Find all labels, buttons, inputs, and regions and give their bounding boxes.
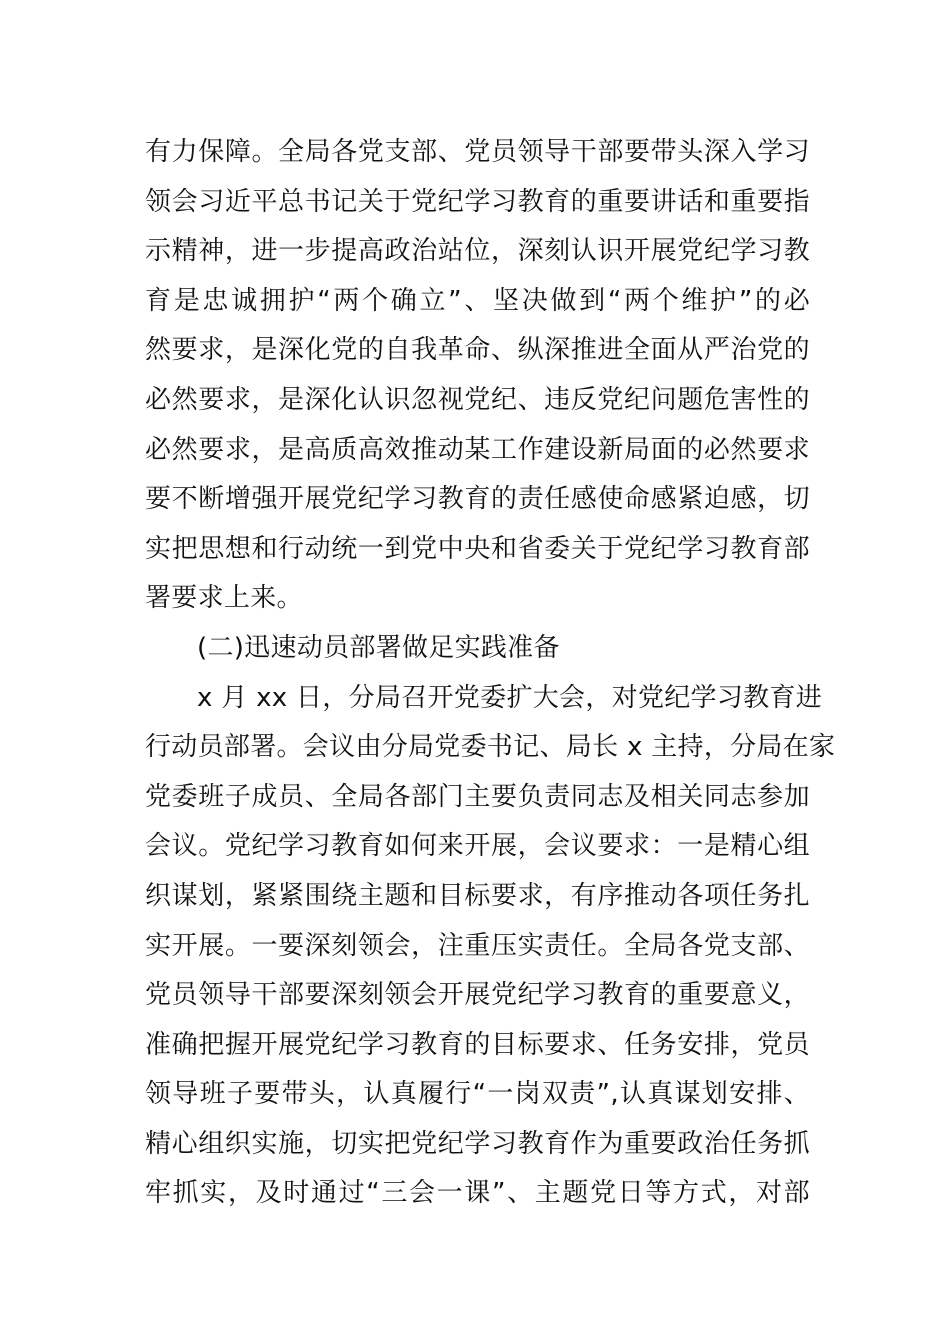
text-line: 行动员部署。会议由分局党委书记、局长 x 主持，分局在家 [145,732,836,763]
text-line: 牢抓实，及时通过“三会一课”、主题党日等方式，对部 [145,1178,810,1209]
text-line: 必然要求，是深化认识忽视党纪、违反党纪问题危害性的 [145,384,810,415]
text-line: 织谋划，紧紧围绕主题和目标要求，有序推动各项任务扎 [145,880,810,911]
document-body [145,128,836,1219]
text-line: 精心组织实施，切实把党纪学习教育作为重要政治任务抓 [145,1128,810,1159]
text-line: 领导班子要带头，认真履行“一岗双责”,认真谋划安排、 [145,1079,810,1110]
section-heading: (二)迅速动员部署做足实践准备 [197,632,560,663]
text-line: 党员领导干部要深刻领会开展党纪学习教育的重要意义， [145,980,810,1011]
text-line: 要不断增强开展党纪学习教育的责任感使命感紧迫感，切 [145,484,810,515]
text-line: 领会习近平总书记关于党纪学习教育的重要讲话和重要指 [145,186,810,217]
text-line: 署要求上来。 [145,583,303,614]
text-line: 有力保障。全局各党支部、党员领导干部要带头深入学习 [145,137,810,167]
text-line: 会议。党纪学习教育如何来开展，会议要求：一是精心组 [145,831,810,862]
text-line: 实开展。一要深刻领会，注重压实责任。全局各党支部、 [145,930,810,961]
text-line: 育是忠诚拥护“两个确立”、坚决做到“两个维护”的必 [145,285,810,316]
text-line: 实把思想和行动统一到党中央和省委关于党纪学习教育部 [145,533,810,564]
text-line: x 月 xx 日，分局召开党委扩大会，对党纪学习教育进 [197,682,823,713]
text-line: 示精神，进一步提高政治站位，深刻认识开展党纪学习教 [145,236,810,267]
text-line: 党委班子成员、全局各部门主要负责同志及相关同志参加 [145,781,810,812]
text-line: 必然要求，是高质高效推动某工作建设新局面的必然要求 [145,434,810,465]
text-line: 准确把握开展党纪学习教育的目标要求、任务安排，党员 [145,1029,810,1060]
text-line: 然要求，是深化党的自我革命、纵深推进全面从严治党的 [145,335,810,366]
